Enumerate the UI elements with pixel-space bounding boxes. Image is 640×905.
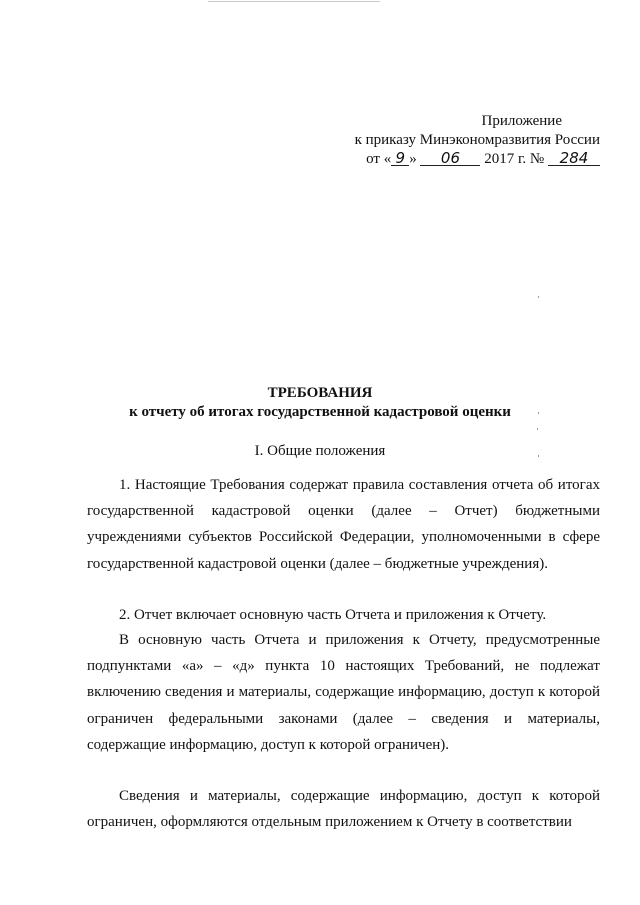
date-quote-close: » (409, 151, 417, 167)
appendix-header (300, 112, 600, 169)
paragraph-1: 1. Настоящие Требования содержат правила составления отчета об итогах государственной кадастровой оценки (далее – Отчет) бюджетными учреждениями субъектов Российской Федерации, уполномоченными в сфере государственной кадастровой оценки (далее – бюджетные учреждения). (87, 477, 600, 572)
date-prefix: от « (366, 151, 392, 167)
document-title: ТРЕБОВАНИЯ (267, 385, 373, 401)
paragraph-4: Сведения и материалы, содержащие информацию, доступ к которой ограничен, оформляются отдельным приложением к Отчету в соответствии (87, 788, 600, 831)
order-reference: к приказу Минэкономразвития России (354, 132, 600, 148)
date-year: 2017 г. № (484, 151, 545, 167)
paragraph-2: 2. Отчет включает основную часть Отчета и приложения к Отчету. (119, 607, 547, 623)
scan-speck (537, 428, 538, 430)
handwritten-order-number: 284 (548, 151, 600, 166)
scan-speck (538, 296, 539, 298)
section-heading: I. Общие положения (254, 443, 386, 459)
scan-speck (538, 455, 539, 457)
order-date-line (300, 150, 600, 169)
scan-top-rule (208, 1, 380, 2)
document-subtitle: к отчету об итогах государственной кадастровой оценки (129, 404, 511, 420)
handwritten-day: 9 (391, 151, 409, 166)
appendix-label: Приложение (481, 113, 562, 129)
paragraph-3: В основную часть Отчета и приложения к Отчету, предусмотренные подпунктами «а» – «д» пункта 10 настоящих Требований, не подлежат включению сведения и материалы, содержащие информацию, доступ к которой ограничен федеральными законами (далее – сведения и материалы, содержащие информацию, доступ к которой ограничен). (87, 632, 600, 753)
scan-speck (538, 412, 539, 414)
handwritten-month: 06 (420, 151, 480, 166)
